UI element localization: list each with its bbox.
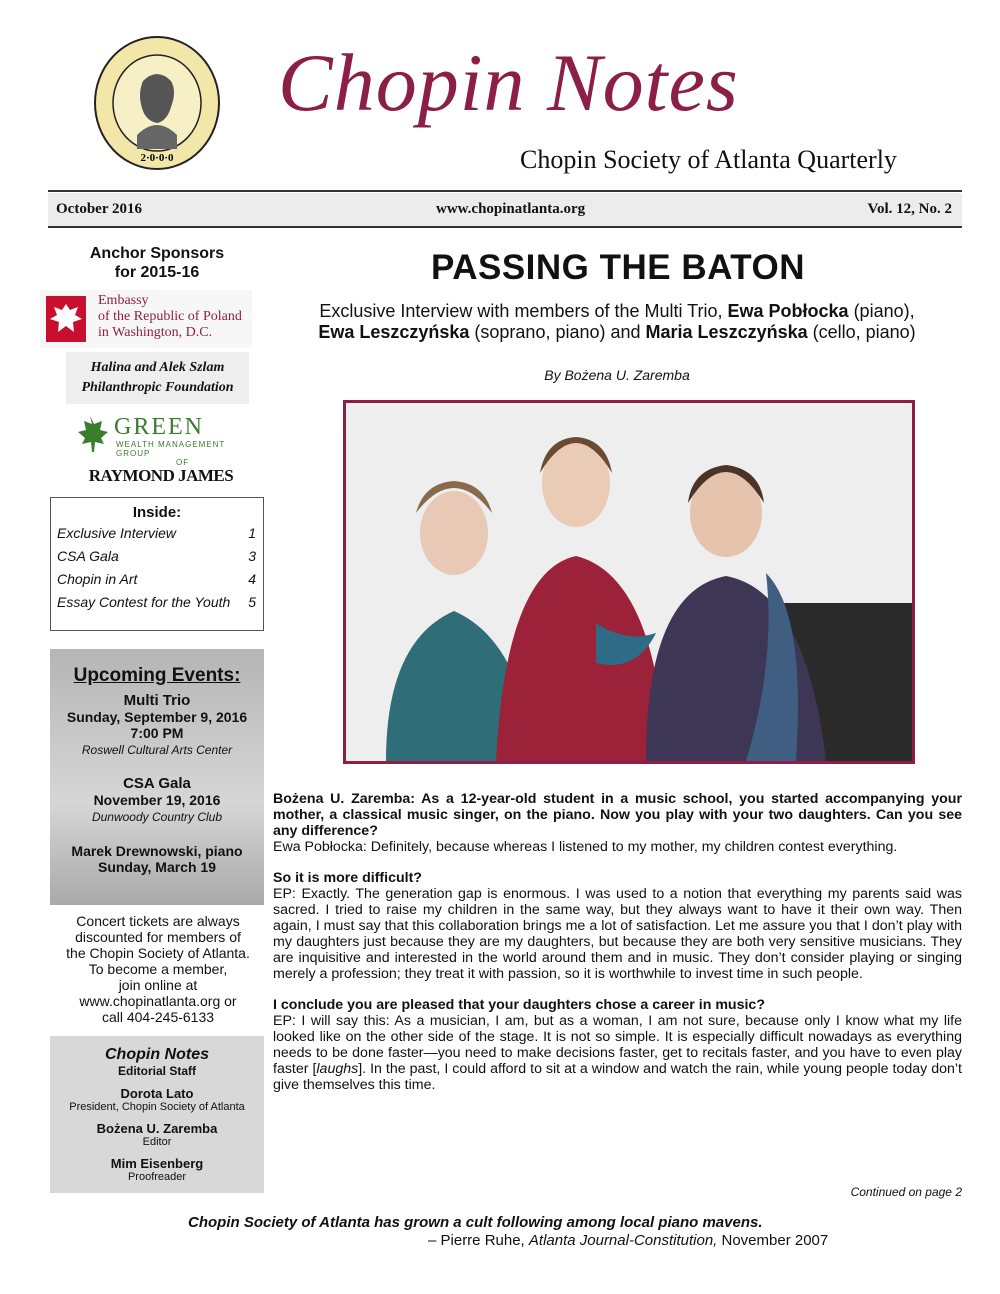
event-item: Marek Drewnowski, piano Sunday, March 19 <box>71 843 243 875</box>
embassy-logo: Embassy of the Republic of Poland in Washington, D.C. <box>40 290 252 348</box>
maple-leaf-icon <box>68 414 112 454</box>
sponsors-heading: Anchor Sponsors for 2015-16 <box>89 245 225 281</box>
seal-year: 2·0·0·0 <box>140 152 174 164</box>
trio-photo <box>343 400 915 764</box>
toc-item[interactable]: Essay Contest for the Youth 5 <box>57 594 256 610</box>
toc-item[interactable]: CSA Gala 3 <box>57 548 256 564</box>
green-wealth-logo: GREEN WEALTH MANAGEMENT GROUP OF <box>68 412 250 457</box>
raymond-james-logo: RAYMOND JAMES <box>88 466 234 485</box>
szlam-foundation-logo: Halina and Alek Szlam Philanthropic Foundation <box>66 352 249 404</box>
answer: EP: I will say this: As a musician, I am, but as a woman, I am not sure, because only I know what my life looked like on the other side of the stage. It is not so simple. It is especially difficult nowadays as everything needs to be done faster—you need to make decisions faster, get to recitals faster, and you have to even play faster [laughs]. In the past, I could afford to sit at a window and watch the rain, while young people today don’t give themselves this time. <box>273 1013 962 1093</box>
website-link[interactable]: www.chopinatlanta.org or <box>79 993 237 1009</box>
event-item: CSA Gala November 19, 2016 Dunwoody Country Club <box>91 775 223 824</box>
society-seal-logo <box>93 35 221 171</box>
event-item: Multi Trio Sunday, September 9, 2016 7:00 PM Roswell Cultural Arts Center <box>66 692 248 757</box>
events-heading: Upcoming Events: <box>73 665 241 686</box>
continued-note: Continued on page 2 <box>850 1185 962 1199</box>
toc-item[interactable]: Chopin in Art 4 <box>57 571 256 587</box>
answer: Ewa Pobłocka: Definitely, because whereas I listened to my mother, my children contest everything. <box>273 839 898 855</box>
article-headline: PASSING THE BATON <box>430 248 806 287</box>
article-intro: Exclusive Interview with members of the Multi Trio, Ewa Pobłocka (piano), Ewa Leszczyńska (soprano, piano) and Maria Leszczyńska (cello, piano) <box>318 301 916 342</box>
toc-item[interactable]: Exclusive Interview 1 <box>57 525 256 541</box>
question: I conclude you are pleased that your daughters chose a career in music? <box>273 997 765 1013</box>
inside-contents-box <box>50 497 264 631</box>
editorial-staff-box: Chopin Notes Editorial Staff Dorota Lato President, Chopin Society of Atlanta Bożena U. Zaremba Editor Mim Eisenberg Proofreader <box>50 1036 264 1193</box>
photo-illustration <box>346 403 912 761</box>
membership-note: Concert tickets are always discounted for members of the Chopin Society of Atlanta. To become a member, join online at www.chopinatlanta.org or call 404-245-6133 <box>52 913 264 1025</box>
answer: EP: Exactly. The generation gap is enormous. I was used to a notion that everything my parents said was sacred. I tried to raise my children in the same way, but they always want to have it their own way. Then again, I must say that this collaboration brings me a lot of satisfaction. Let me assure you that I don’t play with my daughters just because they are my daughters, but because they are both very sensitive musicians. They are inquisitive and interested in the world around them and in music. They don’t consider playing or singing merely a profession; they treat it with passion, so it is worthwhile to invest time in such people. <box>273 886 962 982</box>
inside-heading: Inside: <box>132 504 182 521</box>
polish-eagle-icon <box>46 296 86 342</box>
volume-number: Vol. 12, No. 2 <box>867 201 952 217</box>
newsletter-subtitle: Chopin Society of Atlanta Quarterly <box>520 145 897 174</box>
upcoming-events-box <box>50 649 264 905</box>
newsletter-title: Chopin Notes <box>278 37 739 128</box>
website-link[interactable]: www.chopinatlanta.org <box>436 201 586 217</box>
byline: By Bożena U. Zaremba <box>544 367 690 383</box>
question: So it is more difficult? <box>273 870 422 886</box>
footer-quote: Chopin Society of Atlanta has grown a cult following among local piano mavens. – Pierre Ruhe, Atlanta Journal-Constitution, November 2007 <box>188 1214 829 1249</box>
embassy-text: Embassy <box>98 293 149 308</box>
divider <box>48 190 962 192</box>
divider <box>48 226 962 228</box>
dateline-bar <box>48 193 962 226</box>
question: Bożena U. Zaremba: As a 12-year-old student in a music school, you started accompanying your mother, a classical music singer, on the piano. Now you play with your two daughters. Can you see any difference? <box>273 791 962 839</box>
issue-date: October 2016 <box>56 201 142 217</box>
article-body <box>273 791 962 1108</box>
